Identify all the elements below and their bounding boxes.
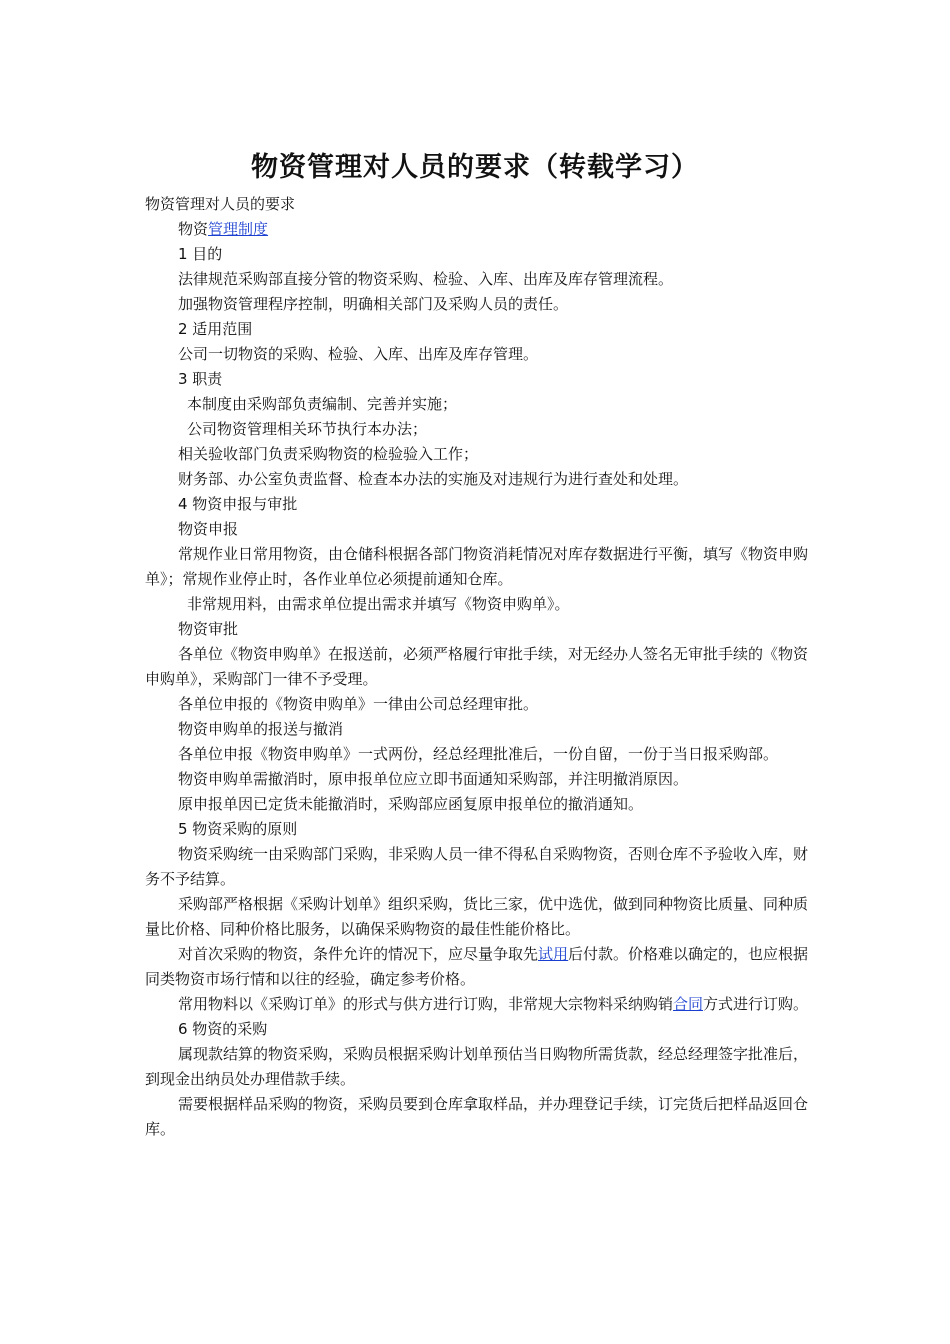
paragraph: 法律规范采购部直接分管的物资采购、检验、入库、出库及库存管理流程。 (178, 270, 674, 288)
paragraph-text: 对首次采购的物资，条件允许的情况下，应尽量争取先 (178, 945, 539, 963)
paragraph: 公司一切物资的采购、检验、入库、出库及库存管理。 (178, 345, 539, 363)
section-heading-application: 4 物资申报与审批 (178, 495, 298, 513)
paragraph: 属现款结算的物资采购，采购员根据采购计划单预估当日购物所需货款，经总经理签字批准后，到现金出纳员处办理借款手续。 (145, 1045, 809, 1088)
paragraph: 常规作业日常用物资，由仓储科根据各部门物资消耗情况对库存数据进行平衡，填写《物资申购单》；常规作业停止时，各作业单位必须提前通知仓库。 (145, 545, 809, 588)
paragraph: 财务部、办公室负责监督、检查本办法的实施及对违规行为进行查处和处理。 (178, 470, 689, 488)
paragraph: 各单位《物资申购单》在报送前，必须严格履行审批手续，对无经办人签名无审批手续的《物资申购单》，采购部门一律不予受理。 (145, 645, 809, 688)
section-heading-scope: 2 适用范围 (178, 320, 253, 338)
management-system-link[interactable]: 管理制度 (208, 220, 269, 238)
subheading: 物资申购单的报送与撤消 (178, 720, 344, 738)
document-title: 物资管理对人员的要求（转载学习） (251, 152, 699, 183)
paragraph-management-system (145, 217, 813, 242)
contract-link[interactable]: 合同 (673, 995, 704, 1013)
paragraph-text: 后付款。价格难以确定的，也应根据同类物资市场行情和以往的经验，确定参考价格。 (145, 945, 809, 988)
trial-link[interactable]: 试用 (538, 945, 569, 963)
paragraph-trial (145, 942, 813, 992)
section-heading-purchasing: 6 物资的采购 (178, 1020, 268, 1038)
section-heading-purpose: 1 目的 (178, 245, 223, 263)
paragraph-text: 物资 (178, 220, 209, 238)
document-body (145, 192, 813, 1142)
paragraph: 相关验收部门负责采购物资的检验验入工作； (178, 445, 479, 463)
paragraph-text: 常用物料以《采购订单》的形式与供方进行订购，非常规大宗物料采纳购销 (178, 995, 674, 1013)
paragraph: 加强物资管理程序控制，明确相关部门及采购人员的责任。 (178, 295, 569, 313)
paragraph: 各单位申报的《物资申购单》一律由公司总经理审批。 (178, 695, 539, 713)
paragraph: 公司物资管理相关环节执行本办法； (187, 420, 428, 438)
subheading: 物资申报 (178, 520, 239, 538)
paragraph: 非常规用料，由需求单位提出需求并填写《物资申购单》。 (187, 595, 570, 613)
paragraph-contract (145, 992, 813, 1017)
paragraph: 采购部严格根据《采购计划单》组织采购，货比三家，优中选优，做到同种物资比质量、同种质量比价格、同种价格比服务，以确保采购物资的最佳性能价格比。 (145, 895, 809, 938)
paragraph: 各单位申报《物资申购单》一式两份，经总经理批准后，一份自留，一份于当日报采购部。 (178, 745, 779, 763)
paragraph-heading: 物资管理对人员的要求 (145, 195, 296, 213)
subheading: 物资审批 (178, 620, 239, 638)
paragraph: 本制度由采购部负责编制、完善并实施； (187, 395, 458, 413)
paragraph-text: 方式进行订购。 (703, 995, 809, 1013)
paragraph: 原申报单因已定货未能撤消时，采购部应函复原申报单位的撤消通知。 (178, 795, 644, 813)
paragraph: 物资采购统一由采购部门采购，非采购人员一律不得私自采购物资，否则仓库不予验收入库，财务不予结算。 (145, 845, 809, 888)
section-heading-principles: 5 物资采购的原则 (178, 820, 298, 838)
paragraph: 物资申购单需撤消时，原申报单位应立即书面通知采购部，并注明撤消原因。 (178, 770, 689, 788)
paragraph: 需要根据样品采购的物资，采购员要到仓库拿取样品，并办理登记手续，订完货后把样品返回仓库。 (145, 1095, 809, 1138)
section-heading-duties: 3 职责 (178, 370, 223, 388)
